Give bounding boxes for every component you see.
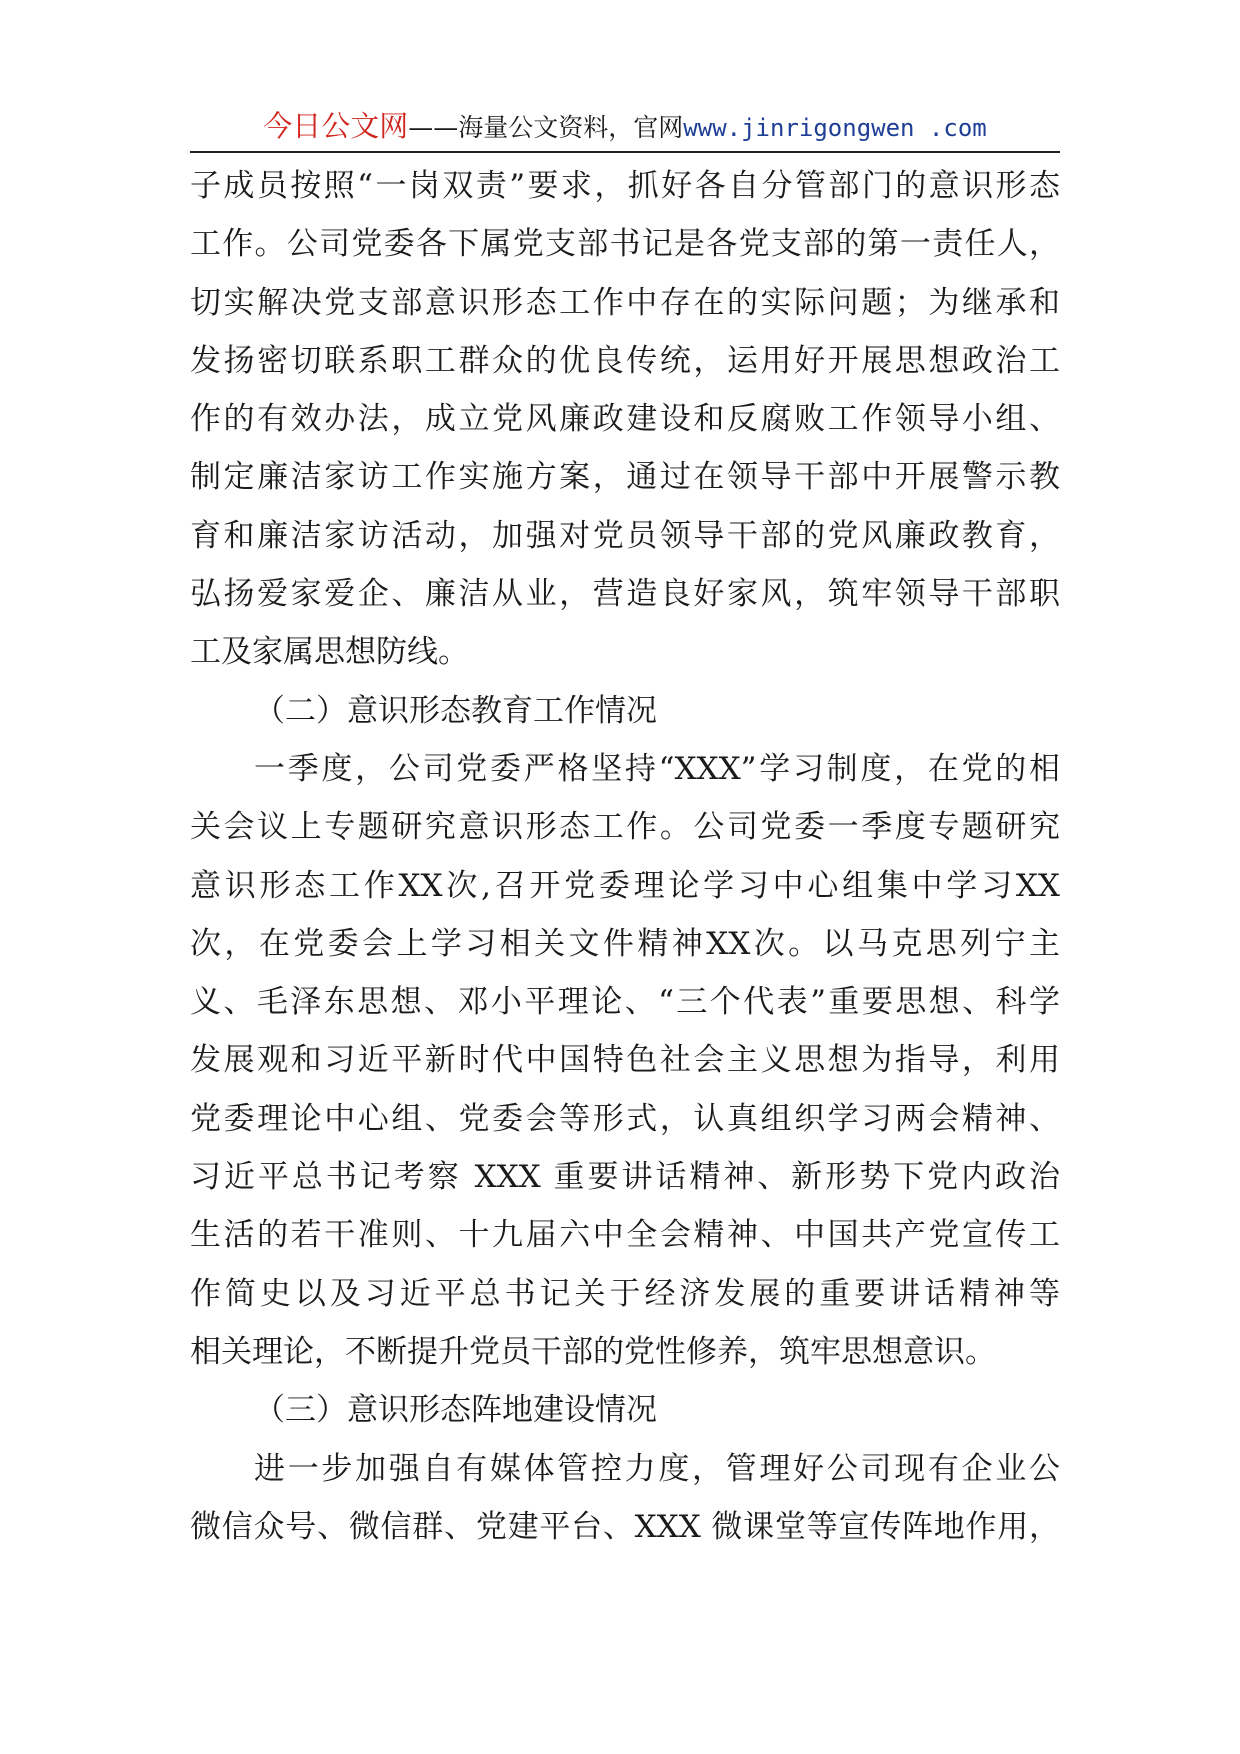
- body-line: 工及家属思想防线。: [190, 634, 469, 671]
- body-line: 发展观和习近平新时代中国特色社会主义思想为指导，利用: [190, 1042, 1060, 1079]
- body-line: 育和廉洁家访活动，加强对党员领导干部的党风廉政教育，: [190, 517, 1060, 554]
- body-line: 发扬密切联系职工群众的优良传统，运用好开展思想政治工: [190, 342, 1060, 379]
- section-heading: （二）意识形态教育工作情况: [254, 692, 657, 729]
- body-line: 弘扬爱家爱企、廉洁从业，营造良好家风，筑牢领导干部职: [190, 576, 1060, 613]
- body-line: 关会议上专题研究意识形态工作。公司党委一季度专题研究: [190, 809, 1060, 846]
- section-heading: （三）意识形态阵地建设情况: [254, 1392, 657, 1429]
- document-body: [190, 157, 1060, 1556]
- body-line: 进一步加强自有媒体管控力度，管理好公司现有企业公: [254, 1450, 1060, 1487]
- body-line: 义、毛泽东思想、邓小平理论、“三个代表”重要思想、科学: [190, 984, 1060, 1021]
- body-line: 意识形态工作XX次,召开党委理论学习中心组集中学习XX: [190, 867, 1060, 904]
- page-header: [190, 104, 1060, 148]
- body-line: 生活的若干准则、十九届六中全会精神、中国共产党宣传工: [190, 1217, 1060, 1254]
- body-line: 党委理论中心组、党委会等形式，认真组织学习两会精神、: [190, 1100, 1060, 1137]
- body-line: 切实解决党支部意识形态工作中存在的实际问题；为继承和: [190, 284, 1060, 321]
- body-line: 作简史以及习近平总书记关于经济发展的重要讲话精神等: [190, 1275, 1060, 1312]
- body-line: 习近平总书记考察 XXX 重要讲话精神、新形势下党内政治: [190, 1159, 1060, 1196]
- body-line: 一季度，公司党委严格坚持“XXX”学习制度，在党的相: [254, 750, 1060, 787]
- header-brand: 今日公文网: [263, 109, 409, 143]
- body-line: 制定廉洁家访工作实施方案，通过在领导干部中开展警示教: [190, 459, 1060, 496]
- body-line: 次，在党委会上学习相关文件精神XX次。以马克思列宁主: [190, 925, 1060, 962]
- body-line: 相关理论，不断提升党员干部的党性修养，筑牢思想意识。: [190, 1333, 996, 1370]
- body-line: 工作。公司党委各下属党支部书记是各党支部的第一责任人，: [190, 226, 1060, 263]
- header-tagline: ——海量公文资料，官网: [408, 113, 684, 142]
- body-line: 作的有效办法，成立党风廉政建设和反腐败工作领导小组、: [190, 401, 1060, 438]
- body-line: 子成员按照“一岗双责”要求，抓好各自分管部门的意识形态: [190, 168, 1060, 204]
- body-line: 微信众号、微信群、党建平台、XXX 微课堂等宣传阵地作用，: [190, 1508, 1060, 1545]
- header-divider: [190, 151, 1060, 153]
- header-url[interactable]: www.jinrigongwen .com: [683, 114, 987, 142]
